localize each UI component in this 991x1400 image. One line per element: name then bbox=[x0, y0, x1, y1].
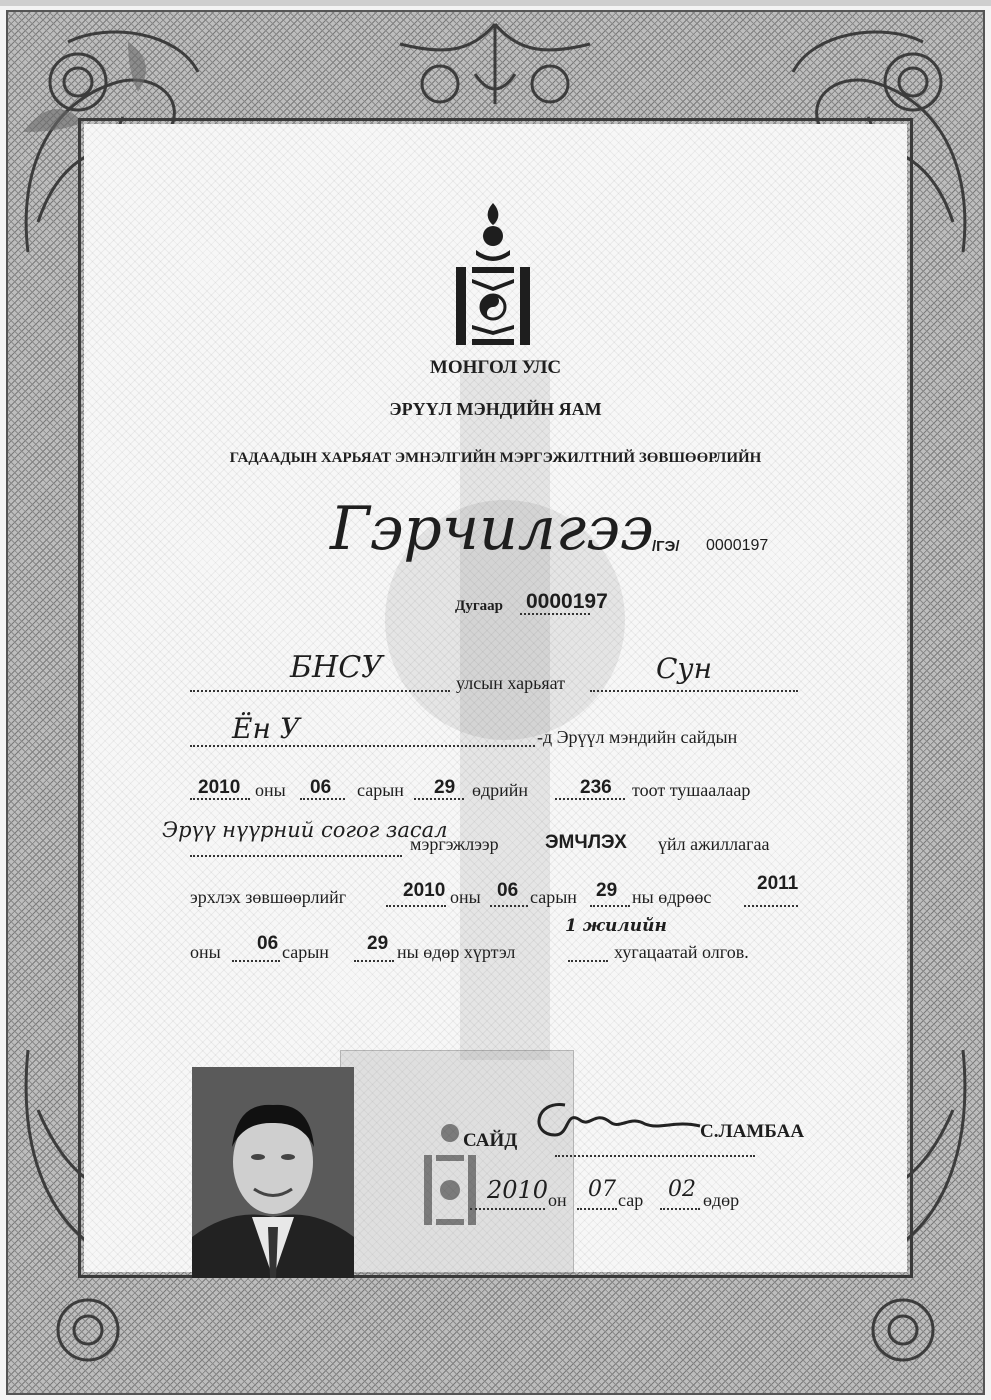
country-heading: МОНГОЛ УЛС bbox=[429, 357, 562, 378]
country-abbreviation: БНСУ bbox=[290, 650, 383, 685]
to-month-label: сарын bbox=[282, 942, 329, 962]
activity-name: ЭМЧЛЭХ bbox=[545, 832, 627, 853]
specialty-dotted-line bbox=[190, 855, 402, 857]
sign-year-label: он bbox=[548, 1190, 567, 1210]
sign-month-label: сар bbox=[618, 1190, 644, 1210]
sign-day-label: өдөр bbox=[703, 1190, 740, 1210]
from-month-label: сарын bbox=[530, 887, 577, 907]
from-day-dotted-line bbox=[590, 905, 630, 907]
given-name-dotted-line bbox=[590, 690, 798, 692]
number-value: 0000197 bbox=[526, 590, 608, 613]
duration-label: хугацаатай олгов. bbox=[614, 942, 749, 962]
country-dotted-line bbox=[190, 690, 450, 692]
sign-month-dotted-line bbox=[577, 1208, 617, 1210]
from-day-label: ны өдрөөс bbox=[632, 887, 712, 907]
certificate-code-prefix: /ГЭ/ bbox=[652, 538, 680, 555]
order-day-label: өдрийн bbox=[472, 780, 529, 800]
sign-day: 02 bbox=[668, 1177, 696, 1202]
from-year: 2010 bbox=[403, 880, 446, 901]
activity-label: үйл ажиллагаа bbox=[658, 834, 770, 854]
certificate-title: Гэрчилгээ bbox=[330, 494, 654, 564]
given-name: Сун bbox=[656, 652, 713, 685]
sign-month: 07 bbox=[588, 1177, 616, 1202]
from-month: 06 bbox=[497, 880, 519, 901]
specialty-value: Эрүү нүүрний согог засал bbox=[162, 818, 448, 842]
order-day: 29 bbox=[434, 777, 456, 798]
to-month-dotted-line bbox=[232, 960, 280, 962]
order-year: 2010 bbox=[198, 777, 241, 798]
specialty-label: мэргэжлээр bbox=[410, 834, 499, 854]
to-day-label: ны өдөр хүртэл bbox=[397, 942, 516, 962]
signature-dotted-line bbox=[555, 1155, 755, 1157]
from-year-dotted-line bbox=[386, 905, 446, 907]
order-month: 06 bbox=[310, 777, 332, 798]
certificate-code-number: 0000197 bbox=[706, 537, 769, 554]
order-month-label: сарын bbox=[357, 780, 404, 800]
from-year-label: оны bbox=[450, 887, 481, 907]
order-number-label: тоот тушаалаар bbox=[632, 780, 751, 800]
ministry-heading: ЭРҮҮЛ МЭНДИЙН ЯАМ bbox=[389, 399, 602, 419]
certificate-subtitle: ГАДААДЫН ХАРЬЯАТ ЭМНЭЛГИЙН МЭРГЭЖИЛТНИЙ ЗӨВШӨӨРЛИЙН bbox=[229, 450, 762, 466]
family-name: Ён У bbox=[232, 712, 301, 745]
to-day-dotted-line bbox=[354, 960, 394, 962]
to-day: 29 bbox=[367, 933, 389, 954]
to-month: 06 bbox=[257, 933, 279, 954]
validity-lead: эрхлэх зөвшөөрлийг bbox=[190, 887, 347, 907]
from-day: 29 bbox=[596, 880, 618, 901]
sign-year: 2010 bbox=[487, 1176, 549, 1204]
to-year: 2011 bbox=[757, 873, 799, 894]
sign-year-dotted-line bbox=[470, 1208, 545, 1210]
top-center-ornament bbox=[380, 14, 610, 118]
citizen-label: улсын харьяат bbox=[456, 673, 566, 693]
duration-value: 1 жилийн bbox=[565, 916, 667, 936]
signer-role: САЙД bbox=[463, 1130, 518, 1151]
holder-photo bbox=[192, 1067, 354, 1278]
handwritten-signature bbox=[525, 1090, 705, 1150]
page-edge bbox=[0, 0, 991, 6]
soyombo-emblem-icon bbox=[452, 203, 534, 348]
number-label: Дугаар bbox=[455, 598, 503, 614]
family-name-dotted-line bbox=[190, 745, 535, 747]
signer-name: С.ЛАМБАА bbox=[700, 1121, 805, 1142]
to-year-label: оны bbox=[190, 942, 221, 962]
duration-dotted-line bbox=[568, 960, 608, 962]
order-suffix-text: -д Эрүүл мэндийн сайдын bbox=[537, 727, 738, 747]
sign-day-dotted-line bbox=[660, 1208, 700, 1210]
to-year-dotted-line bbox=[744, 905, 798, 907]
order-year-label: оны bbox=[255, 780, 286, 800]
from-month-dotted-line bbox=[490, 905, 528, 907]
order-number: 236 bbox=[580, 777, 612, 798]
